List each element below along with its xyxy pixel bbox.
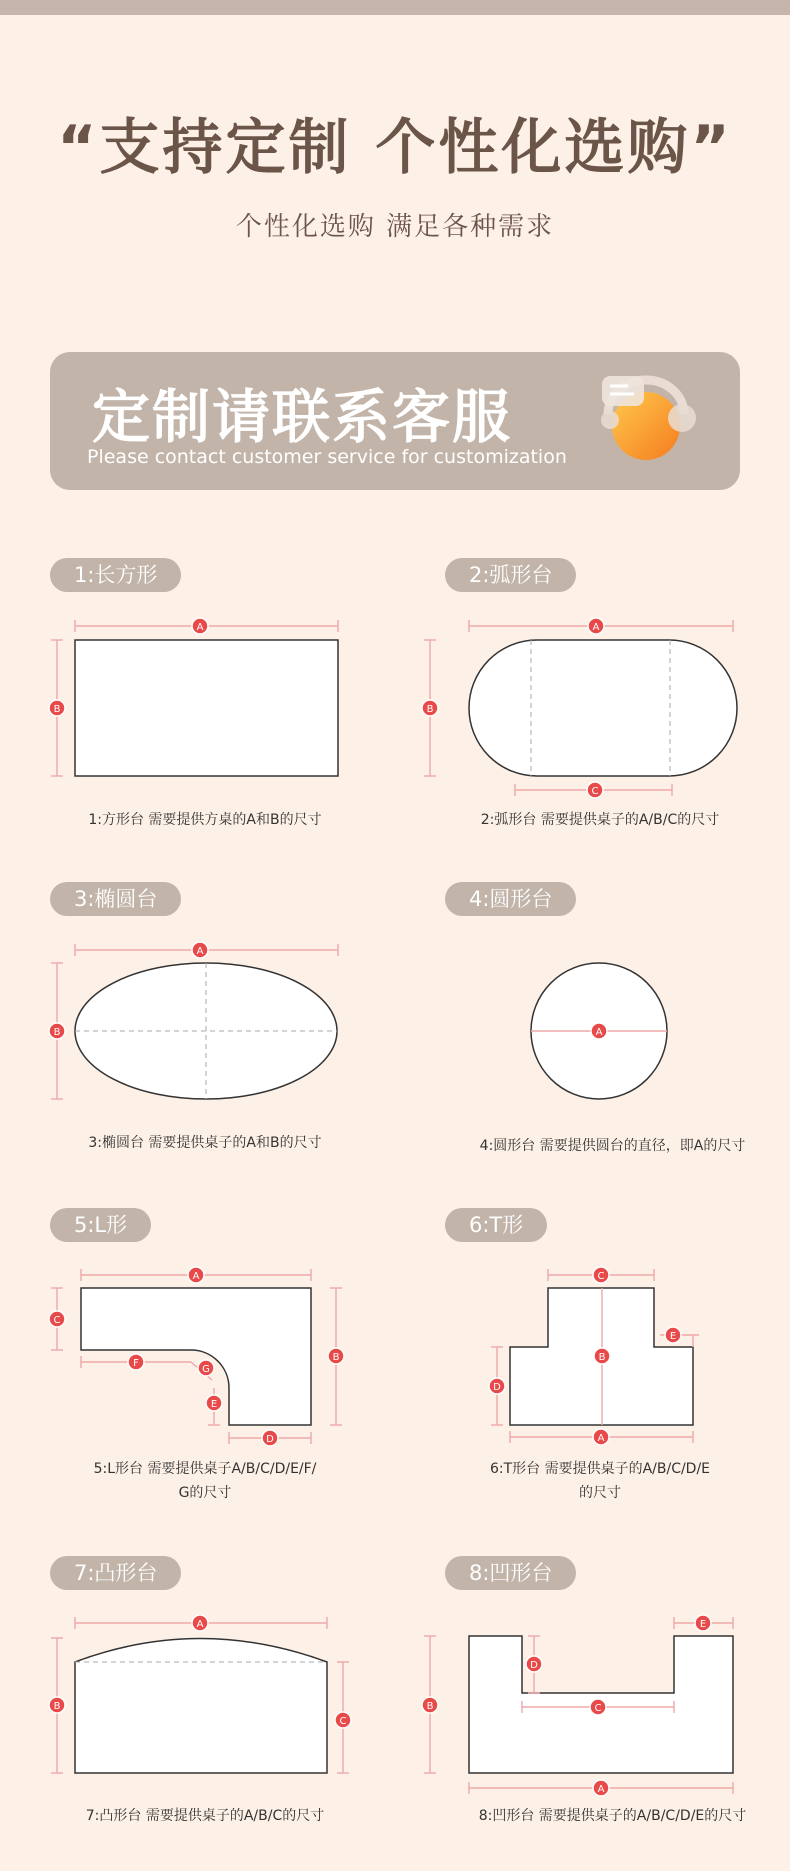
marker-d bbox=[262, 1430, 278, 1446]
marker-c bbox=[49, 1311, 65, 1327]
shape-pill-arc: 2:弧形台 bbox=[445, 558, 576, 592]
marker-a bbox=[593, 1429, 609, 1445]
caption-circle: 4:圆形台 需要提供圆台的直径，即A的尺寸 bbox=[479, 1138, 746, 1154]
marker-a bbox=[192, 1615, 208, 1631]
marker-a bbox=[588, 618, 604, 634]
marker-g bbox=[198, 1360, 214, 1376]
marker-e bbox=[665, 1327, 681, 1343]
diagram-arc bbox=[422, 618, 737, 798]
marker-e bbox=[206, 1395, 222, 1411]
shape-pill-l-shape: 5:L形 bbox=[50, 1208, 151, 1242]
shape-pill-rectangle: 1:长方形 bbox=[50, 558, 181, 592]
caption-convex: 7:凸形台 需要提供桌子的A/B/C的尺寸 bbox=[85, 1808, 325, 1824]
diagram-t-shape bbox=[489, 1267, 699, 1445]
banner-subtitle: Please contact customer service for customization bbox=[87, 446, 567, 468]
svg-text:B: B bbox=[53, 1701, 61, 1712]
caption-concave: 8:凹形台 需要提供桌子的A/B/C/D/E的尺寸 bbox=[478, 1808, 747, 1824]
svg-text:A: A bbox=[597, 1433, 605, 1444]
svg-text:B: B bbox=[53, 1027, 61, 1038]
svg-text:F: F bbox=[133, 1358, 139, 1369]
l-table-outline bbox=[81, 1288, 311, 1425]
marker-b bbox=[422, 700, 438, 716]
marker-a bbox=[192, 942, 208, 958]
shape-pill-convex: 7:凸形台 bbox=[50, 1556, 181, 1590]
diagram-l-shape bbox=[49, 1267, 344, 1446]
svg-text:B: B bbox=[53, 704, 61, 715]
svg-text:D: D bbox=[493, 1382, 501, 1393]
marker-a bbox=[593, 1780, 609, 1796]
shape-pill-circle: 4:圆形台 bbox=[445, 882, 576, 916]
rectangle-table-outline bbox=[75, 640, 338, 776]
diagram-ellipse bbox=[49, 942, 338, 1099]
shape-pill-concave: 8:凹形台 bbox=[445, 1556, 576, 1590]
svg-text:A: A bbox=[192, 1271, 200, 1282]
diagram-convex bbox=[49, 1615, 351, 1773]
svg-text:E: E bbox=[669, 1331, 677, 1342]
svg-text:A: A bbox=[592, 622, 600, 633]
svg-text:A: A bbox=[595, 1027, 603, 1038]
marker-c bbox=[335, 1712, 351, 1728]
svg-text:E: E bbox=[699, 1619, 707, 1630]
arc-table-outline bbox=[469, 640, 737, 776]
marker-d bbox=[489, 1378, 505, 1394]
caption-l-shape-line-1: 5:L形台 需要提供桌子A/B/C/D/E/F/ bbox=[93, 1461, 317, 1477]
banner-title: 定制请联系客服 bbox=[92, 383, 513, 451]
marker-a bbox=[188, 1267, 204, 1283]
marker-b bbox=[49, 1697, 65, 1713]
svg-text:C: C bbox=[594, 1703, 602, 1714]
diagram-circle bbox=[531, 963, 667, 1099]
svg-text:C: C bbox=[591, 786, 599, 797]
caption-t-shape-line-2: 的尺寸 bbox=[579, 1485, 621, 1501]
page-subtitle: 个性化选购 满足各种需求 bbox=[235, 212, 555, 242]
diagram-concave bbox=[422, 1615, 733, 1796]
marker-e bbox=[695, 1615, 711, 1631]
marker-b bbox=[49, 1023, 65, 1039]
svg-text:A: A bbox=[196, 946, 204, 957]
svg-text:B: B bbox=[426, 1701, 434, 1712]
marker-c bbox=[593, 1267, 609, 1283]
caption-arc: 2:弧形台 需要提供桌子的A/B/C的尺寸 bbox=[480, 812, 720, 828]
page-title: “支持定制 个性化选购” bbox=[57, 113, 733, 183]
marker-a bbox=[192, 618, 208, 634]
svg-text:C: C bbox=[53, 1315, 61, 1326]
svg-text:A: A bbox=[196, 1619, 204, 1630]
svg-text:C: C bbox=[339, 1716, 347, 1727]
svg-text:C: C bbox=[597, 1271, 605, 1282]
svg-text:A: A bbox=[597, 1784, 605, 1795]
caption-rectangle: 1:方形台 需要提供方桌的A和B的尺寸 bbox=[88, 812, 322, 828]
svg-text:B: B bbox=[598, 1352, 606, 1363]
marker-b bbox=[328, 1348, 344, 1364]
svg-text:E: E bbox=[210, 1399, 218, 1410]
svg-text:G: G bbox=[202, 1364, 210, 1375]
shape-pill-t-shape: 6:T形 bbox=[445, 1208, 547, 1242]
svg-text:A: A bbox=[196, 622, 204, 633]
caption-l-shape-line-2: G的尺寸 bbox=[178, 1485, 232, 1501]
marker-d bbox=[526, 1656, 542, 1672]
caption-ellipse: 3:椭圆台 需要提供桌子的A和B的尺寸 bbox=[88, 1135, 322, 1151]
shape-pill-ellipse: 3:椭圆台 bbox=[50, 882, 181, 916]
marker-c bbox=[587, 782, 603, 798]
svg-text:B: B bbox=[332, 1352, 340, 1363]
marker-b bbox=[422, 1697, 438, 1713]
marker-f bbox=[128, 1354, 144, 1370]
marker-b bbox=[594, 1348, 610, 1364]
caption-t-shape-line-1: 6:T形台 需要提供桌子的A/B/C/D/E bbox=[489, 1461, 711, 1477]
svg-text:B: B bbox=[426, 704, 434, 715]
marker-a bbox=[591, 1023, 607, 1039]
marker-b bbox=[49, 700, 65, 716]
convex-table-outline bbox=[75, 1639, 327, 1774]
diagram-rectangle bbox=[49, 618, 338, 776]
svg-text:D: D bbox=[266, 1434, 274, 1445]
marker-c bbox=[590, 1699, 606, 1715]
svg-text:D: D bbox=[530, 1660, 538, 1671]
